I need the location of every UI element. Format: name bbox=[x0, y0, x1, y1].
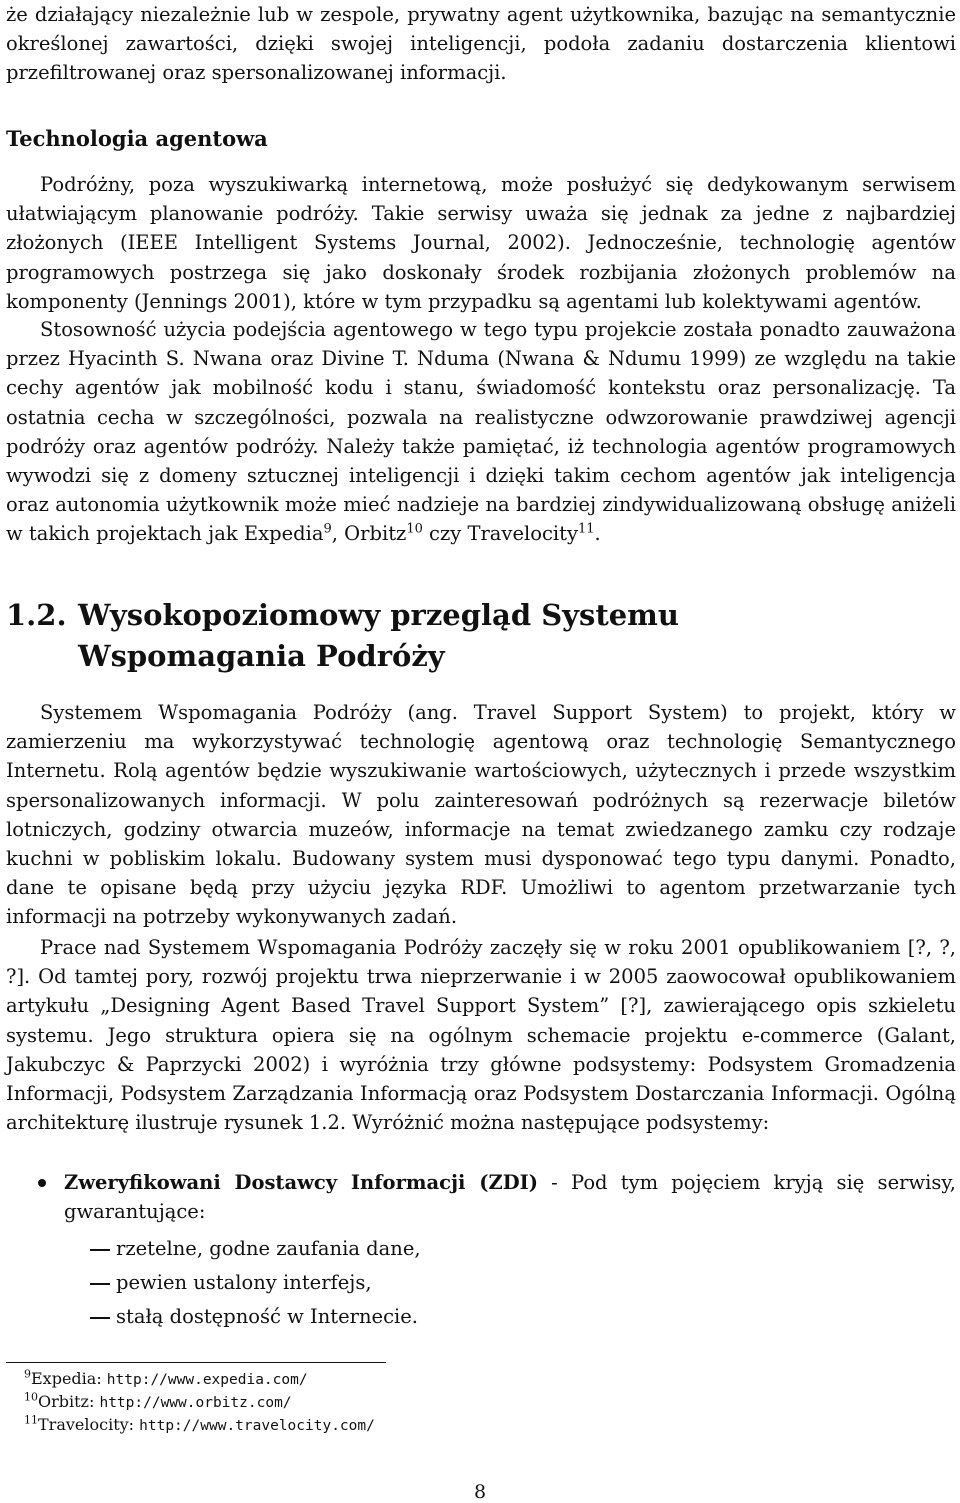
separator-1: , bbox=[331, 522, 345, 546]
sentence-end: . bbox=[594, 522, 601, 546]
bullet-item-zdi bbox=[6, 1168, 956, 1226]
sub-list-item bbox=[6, 1232, 956, 1266]
footnote-10-mark: 10 bbox=[24, 1390, 38, 1404]
sub-list bbox=[6, 1232, 956, 1334]
footnote-11-label: Travelocity: bbox=[38, 1415, 140, 1434]
intro-paragraph: że działający niezależnie lub w zespole, prywatny agent użytkownika, bazując na semantycznie określonej zawartości, dzięki swojej inteligencji, podoła zadaniu dostarczenia klientowi przefiltrowanej oraz spersonalizowanej informacji. bbox=[6, 3, 956, 85]
section-number: 1.2. bbox=[6, 598, 67, 632]
footnote-9-mark: 9 bbox=[24, 1367, 31, 1381]
footnote-mark-9: 9 bbox=[323, 521, 332, 537]
footnote-10-url[interactable]: http://www.orbitz.com/ bbox=[99, 1395, 292, 1411]
subsection-paragraph-2-text: Stosowność użycia podejścia agentowego w tego typu projekcie została ponadto zauważona przez Hyacinth S. Nwana oraz Divine T. Nduma (Nwana & Ndumu 1999) ze względu na takie cechy agentów jak mobilność kodu i stanu, świadomość kontekstu oraz personalizację. Ta ostatnia cecha w szczególności, pozwala na realistyczne odwzorowanie prawdziwej agencji podróży oraz agentów podróży. Należy także pamiętać, iż technologia agentów programowych wywodzi się z domeny sztucznej inteligencji i dzięki takim cechom agentów jak inteligencja oraz autonomia użytkownik może mieć nadzieje na bardziej zindywidualizowaną obsługę aniżeli w takich projektach jak bbox=[6, 318, 956, 546]
bullet-term: Zweryfikowani Dostawcy Informacji (ZDI) bbox=[64, 1171, 538, 1194]
dash-icon bbox=[90, 1249, 110, 1251]
footnote-mark-10: 10 bbox=[406, 521, 423, 537]
footnote-9 bbox=[6, 1368, 606, 1391]
footnote-10 bbox=[6, 1391, 606, 1414]
sub-list-item-text: stałą dostępność w Internecie. bbox=[116, 1305, 418, 1329]
bullet-dot-icon bbox=[38, 1179, 46, 1187]
page-number: 8 bbox=[473, 1481, 487, 1503]
section-title: Wysokopoziomowy przegląd Systemu Wspomagania Podróży bbox=[78, 598, 679, 673]
ref-travelocity: Travelocity bbox=[467, 522, 578, 546]
footnote-9-url[interactable]: http://www.expedia.com/ bbox=[106, 1372, 308, 1388]
sub-list-item-text: pewien ustalony interfejs, bbox=[116, 1271, 372, 1295]
footnote-11 bbox=[6, 1414, 606, 1437]
section-heading bbox=[6, 595, 906, 677]
footnote-11-url[interactable]: http://www.travelocity.com/ bbox=[139, 1418, 375, 1434]
sub-list-item bbox=[6, 1300, 956, 1334]
bullet-list bbox=[6, 1168, 956, 1334]
section-paragraph-1: Systemem Wspomagania Podróży (ang. Travel Support System) to projekt, który w zamierzeniu ma wykorzystywać technologię agentową oraz technologię Semantycznego Internetu. Rolą agentów będzie wyszukiwanie wartościowych, użytecznych i przede wszystkim spersonalizowanych informacji. W polu zainteresowań podróżnych są rezerwacje biletów lotniczych, godziny otwarcia muzeów, informacje na temat zwiedzanego zamku czy rodzaje kuchni w pobliskim lokalu. Budowany system musi dysponować tego typu danymi. Ponadto, dane te opisane będą przy użyciu języka RDF. Umożliwi to agentom przetwarzanie tych informacji na potrzeby wykonywanych zadań. bbox=[6, 701, 956, 929]
subsection-paragraph-1: Podróżny, poza wyszukiwarką internetową, może posłużyć się dedykowanym serwisem ułatwiającym planowanie podróży. Takie serwisy uważa się jednak za jedne z najbardziej złożonych (IEEE Intelligent Systems Journal, 2002). Jednocześnie, technologię agentów programowych postrzega się jako doskonały środek rozbijania złożonych problemów na komponenty (Jennings 2001), które w tym przypadku są agentami lub kolektywami agentów. bbox=[6, 173, 956, 313]
footnote-mark-11: 11 bbox=[577, 521, 595, 537]
subsection-title: Technologia agentowa bbox=[6, 126, 268, 151]
footnote-rule bbox=[6, 1362, 386, 1363]
footnote-9-label: Expedia: bbox=[31, 1369, 107, 1388]
dash-icon bbox=[90, 1317, 110, 1319]
subsection-paragraph-2 bbox=[6, 315, 956, 549]
sub-list-item-text: rzetelne, godne zaufania dane, bbox=[116, 1237, 421, 1261]
ref-expedia: Expedia bbox=[243, 522, 324, 546]
separator-2: czy bbox=[422, 522, 468, 546]
footnotes bbox=[6, 1368, 606, 1437]
bullet-text: - Pod tym pojęciem kryją się serwisy, gwarantujące: bbox=[64, 1171, 956, 1224]
ref-orbitz: Orbitz bbox=[344, 522, 407, 546]
footnote-10-label: Orbitz: bbox=[38, 1392, 100, 1411]
section-paragraph-2: Prace nad Systemem Wspomagania Podróży zaczęły się w roku 2001 opublikowaniem [?, ?, ?]. Od tamtej pory, rozwój projektu trwa nieprzerwanie i w 2005 zaowocował opublikowaniem artykułu „Designing Agent Based Travel Support System” [?], zawierającego opis szkieletu systemu. Jego struktura opiera się na ogólnym schemacie projektu e-commerce (Galant, Jakubczyc & Paprzycki 2002) i wyróżnia trzy główne podsystemy: Podsystem Gromadzenia Informacji, Podsystem Zarządzania Informacją oraz Podsystem Dostarczania Informacji. Ogólną architekturę ilustruje rysunek 1.2. Wyróżnić można następujące podsystemy: bbox=[6, 936, 956, 1135]
dash-icon bbox=[90, 1283, 110, 1285]
sub-list-item bbox=[6, 1266, 956, 1300]
footnote-11-mark: 11 bbox=[24, 1413, 38, 1427]
